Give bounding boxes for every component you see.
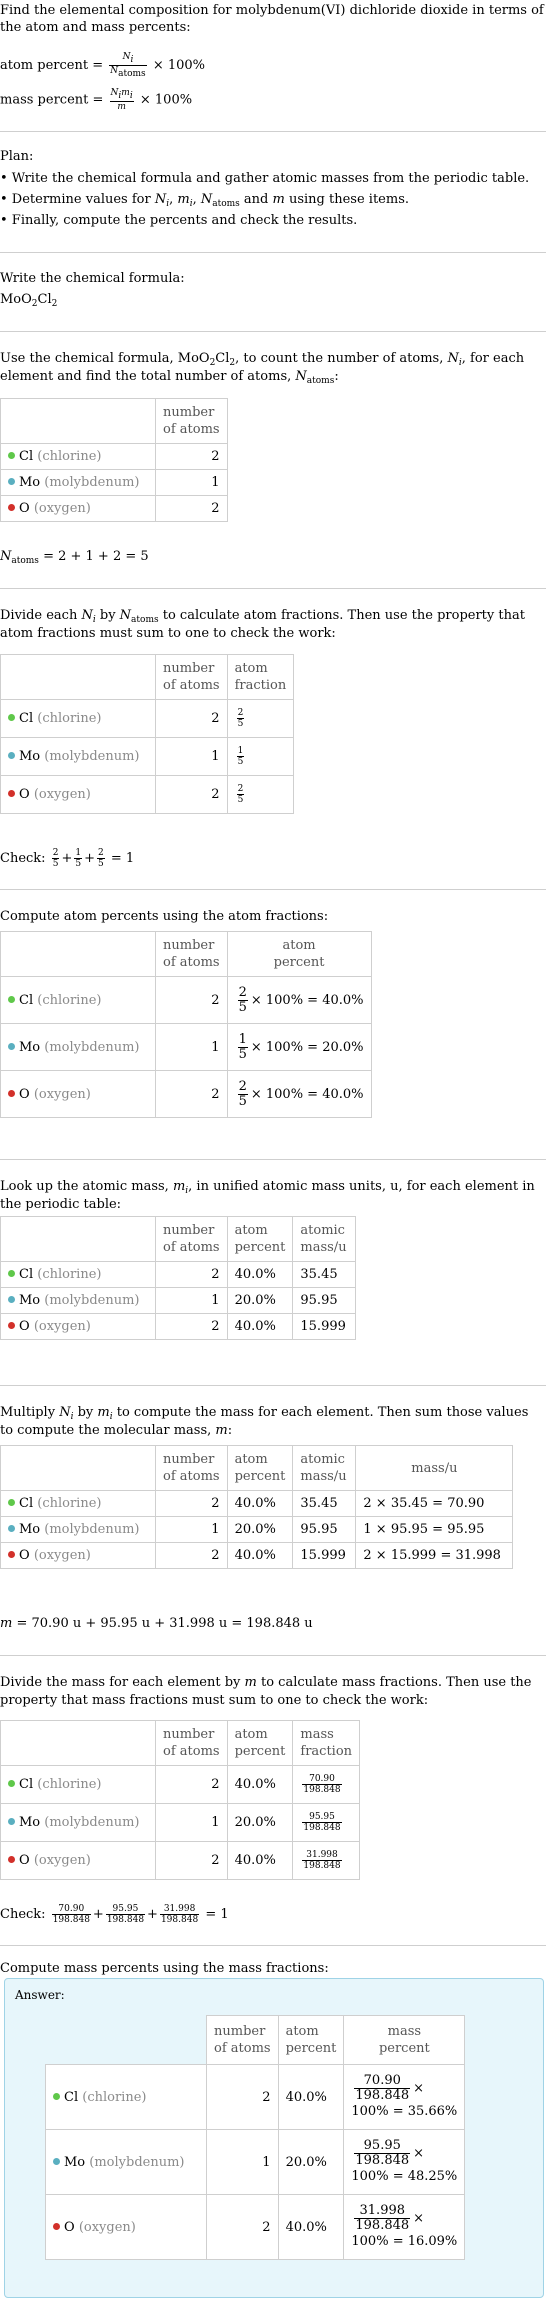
mass-table: number of atoms atom percent atomic mass/u mass/u Cl (chlorine) 2 40.0% 35.45 2 × 35.45 = 70.90 Mo (molybdenum) 1 20.0% 95.95 1 × 95.95 = 95.95 O (oxygen) 2 40.0% 15.999 2 × 15.999 = 31.998: [0, 1445, 513, 1569]
mass-fraction-check: Check: $\frac{70.90}{198.848}$ + $\frac{95.95}{198.848}$ + $\frac{31.998}{198.848}$ = 1: [0, 1904, 229, 1925]
plan-title: Plan:: [0, 149, 34, 164]
table-row: O (oxygen) 2: [1, 496, 228, 522]
table-row: Cl (chlorine) 2 40.0% 35.45 2 × 35.45 = 70.90: [1, 1491, 513, 1517]
table-row: Cl (chlorine) 2 $\frac{2}{5}$ × 100% = 40.0%: [1, 977, 372, 1024]
element-color-dot: [8, 1043, 15, 1050]
table-row: Cl (chlorine) 2: [1, 444, 228, 470]
divider: [0, 252, 546, 253]
table-row: Mo (molybdenum) 1 20.0% 95.95: [1, 1288, 356, 1314]
element-color-dot: [8, 1780, 15, 1787]
count-line-1: Use the chemical formula, $MoO_2Cl_2$, to count the number of atoms, $N_i$, for each: [0, 351, 525, 368]
count-line-2: element and find the total number of atoms, $N_{atoms}$:: [0, 369, 339, 386]
element-color-dot: [8, 1322, 15, 1329]
answer-label: Answer:: [15, 1988, 65, 2002]
answer-box: [4, 1978, 544, 2298]
element-color-dot: [8, 452, 15, 459]
atom-fraction-table: number of atoms atom fraction Cl (chlorine) 2 $\frac{2}{5}$ Mo (molybdenum) 1 $\frac{1}{5}$ O (oxygen) 2 $\frac{2}{5}$: [0, 654, 294, 814]
intro-line-2: the atom and mass percents:: [0, 20, 191, 35]
element-color-dot: [8, 714, 15, 721]
element-color-dot: [8, 790, 15, 797]
mass-percent-table: number of atoms atom percent mass percent Cl (chlorine) 2 40.0% $\frac{70.90}{198.848}$ × 100% = 35.66% Mo (molybdenum) 1 20.0% $\frac{95.95}{198.848}$ × 100% = 48.25% O (oxygen) 2 40.0% $\frac{31.998}{198.848}$ × 100% = 16.09%: [45, 2015, 465, 2260]
table-row: Cl (chlorine) 2 40.0% $\frac{70.90}{198.848}$ × 100% = 35.66%: [46, 2065, 465, 2130]
divider: [0, 331, 546, 332]
element-color-dot: [8, 996, 15, 1003]
table-row: O (oxygen) 2 $\frac{2}{5}$: [1, 776, 294, 814]
element-color-dot: [53, 2223, 60, 2230]
mass-line-1: Multiply $N_i$ by $m_i$ to compute the mass for each element. Then sum those values: [0, 1405, 529, 1422]
atom-count-table: number of atoms Cl (chlorine) 2 Mo (molybdenum) 1 O (oxygen) 2: [0, 398, 228, 522]
element-color-dot: [53, 2158, 60, 2165]
plan-step-3: • Finally, compute the percents and check the results.: [0, 213, 358, 228]
element-color-dot: [8, 1856, 15, 1863]
plan-step-1: • Write the chemical formula and gather atomic masses from the periodic table.: [0, 171, 530, 186]
table-row: Cl (chlorine) 2 40.0% $\frac{70.90}{198.848}$: [1, 1766, 360, 1804]
element-color-dot: [8, 1090, 15, 1097]
divider: [0, 1159, 546, 1160]
mass-percent-line: Compute mass percents using the mass fractions:: [0, 1961, 329, 1976]
divider: [0, 889, 546, 890]
mass-fraction-table: number of atoms atom percent mass fraction Cl (chlorine) 2 40.0% $\frac{70.90}{198.848}$ Mo (molybdenum) 1 20.0% $\frac{95.95}{198.848}$ O (oxygen) 2 40.0% $\frac{31.998}{198.848}$: [0, 1720, 360, 1880]
element-color-dot: [8, 1270, 15, 1277]
element-color-dot: [8, 1296, 15, 1303]
atom-fraction-check: Check: $\frac{2}{5}$ + $\frac{1}{5}$ + $\frac{2}{5}$ = 1: [0, 848, 135, 869]
table-row: Cl (chlorine) 2 40.0% 35.45: [1, 1262, 356, 1288]
atom-total: $N_{atoms} = 2 + 1 + 2 = 5$: [0, 549, 149, 566]
table-row: Mo (molybdenum) 1 20.0% $\frac{95.95}{198.848}$ × 100% = 48.25%: [46, 2130, 465, 2195]
element-color-dot: [8, 752, 15, 759]
table-row: O (oxygen) 2 40.0% $\frac{31.998}{198.848}$ × 100% = 16.09%: [46, 2195, 465, 2260]
table-row: Mo (molybdenum) 1 $\frac{1}{5}$: [1, 738, 294, 776]
lookup-line-2: the periodic table:: [0, 1197, 122, 1212]
table-row: Mo (molybdenum) 1 20.0% $\frac{95.95}{198.848}$: [1, 1804, 360, 1842]
formula-title: Write the chemical formula:: [0, 271, 185, 286]
table-row: O (oxygen) 2 40.0% $\frac{31.998}{198.848}$: [1, 1842, 360, 1880]
element-color-dot: [53, 2093, 60, 2100]
mass-percent-formula: mass percent = $\frac{\text{Nimi}}{m}$ × 100%: [0, 88, 193, 112]
element-color-dot: [8, 504, 15, 511]
element-color-dot: [8, 478, 15, 485]
table-row: O (oxygen) 2 40.0% 15.999 2 × 15.999 = 31.998: [1, 1543, 513, 1569]
divider: [0, 1385, 546, 1386]
element-color-dot: [8, 1551, 15, 1558]
element-color-dot: [8, 1499, 15, 1506]
mass-fraction-line-2: property that mass fractions must sum to one to check the work:: [0, 1693, 429, 1708]
divider: [0, 1945, 546, 1946]
atom-percent-formula: atom percent = $\frac{Ni}{\text{Natoms}}$ × 100%: [0, 52, 206, 79]
intro-line-1: Find the elemental composition for molybdenum(VI) dichloride dioxide in terms of: [0, 3, 544, 18]
table-row: Mo (molybdenum) 1: [1, 470, 228, 496]
mass-fraction-line-1: Divide the mass for each element by m to calculate mass fractions. Then use the: [0, 1675, 532, 1690]
table-row: Mo (molybdenum) 1 20.0% 95.95 1 × 95.95 = 95.95: [1, 1517, 513, 1543]
atom-percent-table: number of atoms atom percent Cl (chlorine) 2 $\frac{2}{5}$ × 100% = 40.0% Mo (molybdenum) 1 $\frac{1}{5}$ × 100% = 20.0% O (oxygen) 2 $\frac{2}{5}$ × 100% = 40.0%: [0, 931, 372, 1118]
plan-step-2: • Determine values for $N_i$, $m_i$, $N_{atoms}$ and m using these items.: [0, 192, 409, 209]
lookup-line-1: Look up the atomic mass, $m_i$, in unified atomic mass units, u, for each element in: [0, 1179, 535, 1196]
divider: [0, 131, 546, 132]
atom-percent-line: Compute atom percents using the atom fractions:: [0, 909, 329, 924]
table-row: Mo (molybdenum) 1 $\frac{1}{5}$ × 100% = 20.0%: [1, 1024, 372, 1071]
element-color-dot: [8, 1525, 15, 1532]
table-row: O (oxygen) 2 40.0% 15.999: [1, 1314, 356, 1340]
divider: [0, 1655, 546, 1656]
atom-fraction-line-2: atom fractions must sum to one to check the work:: [0, 626, 336, 641]
table-row: Cl (chlorine) 2 $\frac{2}{5}$: [1, 700, 294, 738]
atom-fraction-line-1: Divide each $N_i$ by $N_{atoms}$ to calculate atom fractions. Then use the property that: [0, 608, 525, 625]
divider: [0, 588, 546, 589]
molecular-mass-result: m = 70.90 u + 95.95 u + 31.998 u = 198.848 u: [0, 1616, 313, 1631]
atomic-mass-table: number of atoms atom percent atomic mass/u Cl (chlorine) 2 40.0% 35.45 Mo (molybdenum) 1 20.0% 95.95 O (oxygen) 2 40.0% 15.999: [0, 1216, 356, 1340]
mass-line-2: to compute the molecular mass, m:: [0, 1423, 233, 1438]
element-color-dot: [8, 1818, 15, 1825]
chemical-formula: $MoO_2Cl_2$: [0, 292, 58, 309]
table-row: O (oxygen) 2 $\frac{2}{5}$ × 100% = 40.0%: [1, 1071, 372, 1118]
